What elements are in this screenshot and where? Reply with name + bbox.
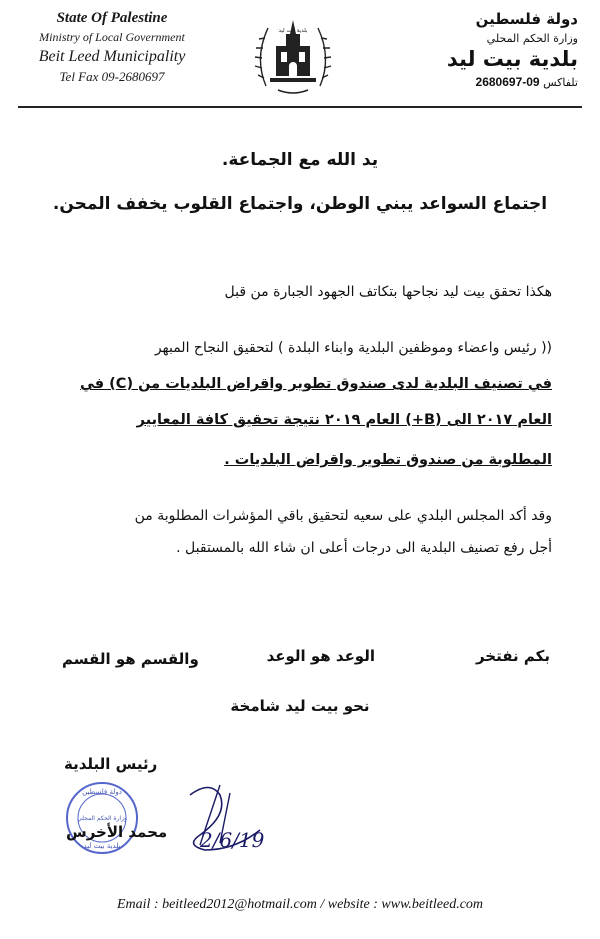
telfax-ar: [403, 75, 578, 89]
paragraph-council-2: أجل رفع تصنيف البلدية الى درجات أعلى ان شاء الله بالمستقبل .: [176, 540, 552, 556]
highlight-line-3: المطلوبة من صندوق تطوير واقراض البلديات .: [224, 452, 552, 468]
municipality-ar: بلدية بيت ليد: [446, 47, 578, 71]
highlight-line-2: العام ٢٠١٧ الى (B+) العام ٢٠١٩ نتيجة تحقيق كافة المعايير: [136, 412, 552, 428]
state-title-ar: دولة فلسطين: [475, 10, 578, 28]
mayor-title: رئيس البلدية: [64, 755, 158, 773]
paragraph-intro: هكذا تحقق بيت ليد نجاحها بتكاتف الجهود الجبارة من قبل: [224, 284, 552, 300]
heading-line-2: اجتماع السواعد يبني الوطن، واجتماع القلوب يخفف المحن.: [52, 194, 548, 214]
paragraph-parties: (( رئيس واعضاء وموظفين البلدية وابناء البلدة ) لتحقيق النجاح المبهر: [154, 340, 552, 356]
slogan-oath: والقسم هو القسم: [62, 650, 199, 668]
handwritten-signature: [120, 775, 270, 860]
slogan-proud: بكم نفتخر: [475, 647, 550, 665]
municipality-en: Beit Leed Municipality: [38, 48, 186, 65]
slogan-promise: الوعد هو الوعد: [266, 647, 375, 665]
stamp-bottom-text: بلدية بيت ليد: [83, 842, 121, 850]
ministry-en: Ministry of Local Government: [39, 30, 185, 44]
heading-line-1: يد الله مع الجماعة.: [221, 150, 379, 170]
municipality-logo: [248, 8, 338, 98]
mayor-name: محمد الأخرس: [66, 823, 168, 841]
ministry-ar: وزارة الحكم المحلي: [486, 32, 578, 45]
stamp-middle-text: وزارة الحكم المحلي: [77, 815, 127, 822]
logo-caption: بلدية بيت ليد: [278, 28, 308, 34]
header-english: [22, 10, 202, 85]
header-arabic: [403, 10, 578, 89]
slogan-towards: نحو بيت ليد شامخة: [230, 697, 370, 715]
state-title-en: State Of Palestine: [56, 10, 168, 26]
telfax-label-ar: تلفاكس: [543, 76, 578, 89]
paragraph-council-1: وقد أكد المجلس البلدي على سعيه لتحقيق باقي المؤشرات المطلوبة من: [134, 508, 552, 524]
footer-contact: Email : beitleed2012@hotmail.com / website : www.beitleed.com: [116, 897, 484, 912]
highlight-line-1: في تصنيف البلدية لدى صندوق تطوير واقراض البلديات من (C) في: [79, 376, 552, 392]
signature-date: 2/6/19: [200, 828, 265, 852]
telfax-en: Tel Fax 09-2680697: [59, 69, 165, 84]
header-divider: [18, 106, 582, 108]
telfax-number-ar: 09-2680697: [475, 75, 540, 89]
stamp-top-text: دولة فلسطين: [82, 788, 122, 796]
